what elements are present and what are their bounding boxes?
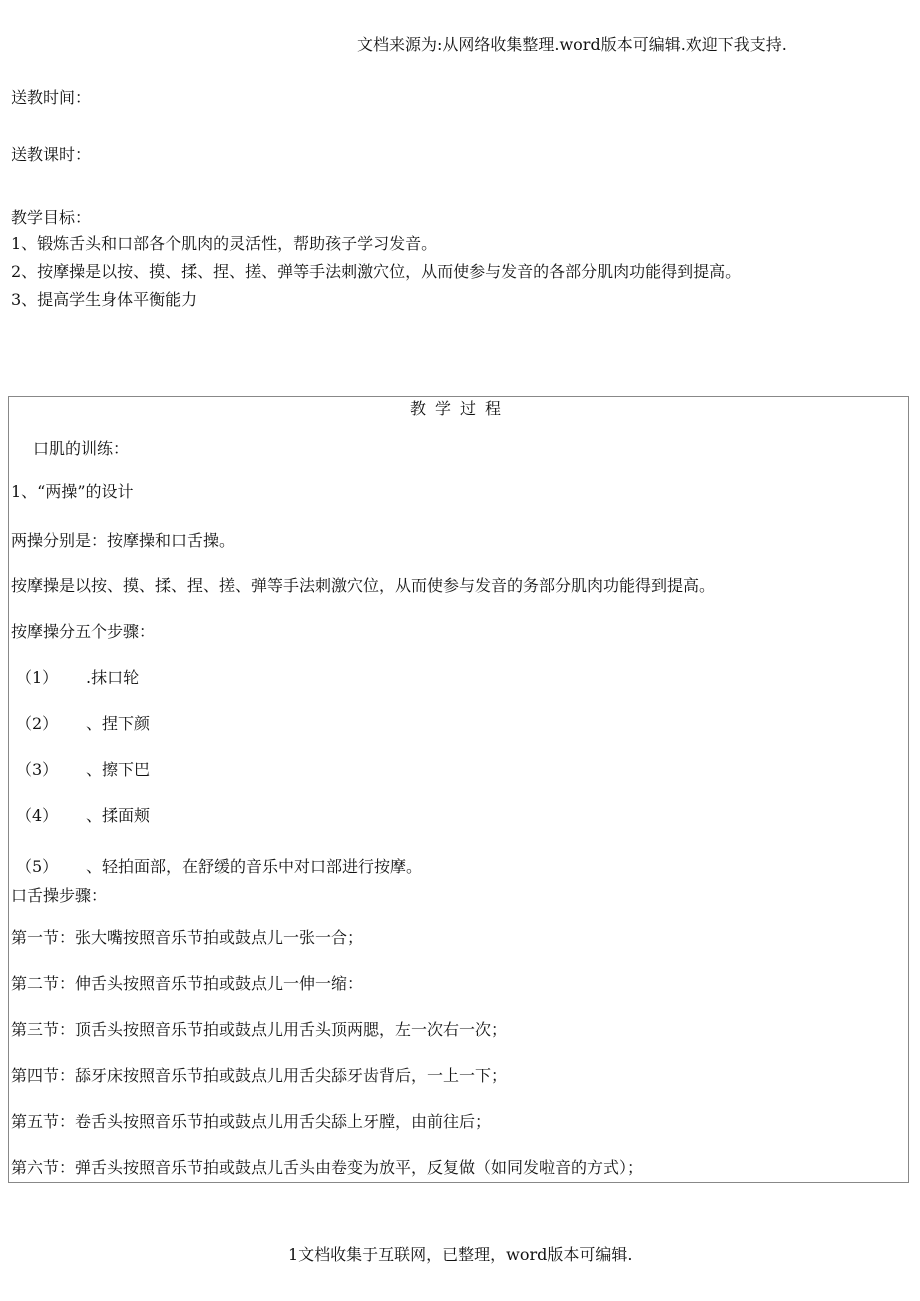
objective-item: 3、提高学生身体平衡能力 [11, 290, 198, 309]
step-text: .抹口轮 [86, 668, 140, 687]
step-text: 、擦下巴 [86, 760, 151, 779]
process-title: 教学过程 [409, 399, 510, 418]
massage-step [16, 858, 422, 876]
objectives-heading: 教学目标： [11, 208, 92, 227]
step-text: 、轻拍面部，在舒缓的音乐中对口部进行按摩。 [86, 857, 423, 876]
step-text: 、捏下颜 [86, 714, 151, 733]
tongue-step: 第三节：顶舌头按照音乐节拍或鼓点儿用舌头顶两腮，左一次右一次； [11, 1020, 508, 1039]
objective-item: 2、按摩操是以按、摸、揉、捏、搓、弹等手法刺激穴位，从而使参与发音的各部分肌肉功能得到提高。 [11, 262, 742, 281]
section-heading: 1、“两操”的设计 [11, 482, 134, 501]
tongue-step: 第二节：伸舌头按照音乐节拍或鼓点儿一伸一缩： [11, 974, 364, 993]
tongue-steps-heading: 口舌操步骤： [11, 886, 108, 905]
tongue-step: 第一节：张大嘴按照音乐节拍或鼓点儿一张一合； [11, 928, 364, 947]
header-note: 文档来源为:从网络收集整理.word版本可编辑.欢迎下我支持. [357, 35, 787, 54]
massage-step [16, 807, 150, 825]
massage-steps-heading: 按摩操分五个步骤： [11, 622, 156, 641]
time-label: 送教时间： [11, 88, 92, 107]
step-number: （4） [16, 806, 59, 825]
process-subtitle: 口肌的训练： [33, 439, 130, 458]
step-number: （3） [16, 760, 59, 779]
step-number: （2） [16, 714, 59, 733]
teaching-process-table [8, 396, 909, 1183]
massage-step [16, 715, 150, 733]
paragraph: 按摩操是以按、摸、揉、捏、搓、弹等手法刺激穴位，从而使参与发音的务部分肌肉功能得到提高。 [11, 576, 716, 595]
step-text: 、揉面颊 [86, 806, 151, 825]
tongue-step: 第六节：弹舌头按照音乐节拍或鼓点儿舌头由卷变为放平，反复做（如同发啦音的方式）； [11, 1158, 644, 1177]
step-number: （1） [16, 668, 59, 687]
objective-item: 1、锻炼舌头和口部各个肌肉的灵活性，帮助孩子学习发音。 [11, 234, 438, 253]
paragraph: 两操分别是：按摩操和口舌操。 [11, 531, 236, 550]
hours-label: 送教课时： [11, 145, 92, 164]
page-footer: 1文档收集于互联网，已整理，word版本可编辑. [288, 1245, 633, 1264]
step-number: （5） [16, 857, 59, 876]
massage-step [16, 761, 150, 779]
tongue-step: 第四节：舔牙床按照音乐节拍或鼓点儿用舌尖舔牙齿背后，一上一下； [11, 1066, 508, 1085]
tongue-step: 第五节：卷舌头按照音乐节拍或鼓点儿用舌尖舔上牙膛，由前往后； [11, 1112, 492, 1131]
massage-step [16, 669, 139, 687]
